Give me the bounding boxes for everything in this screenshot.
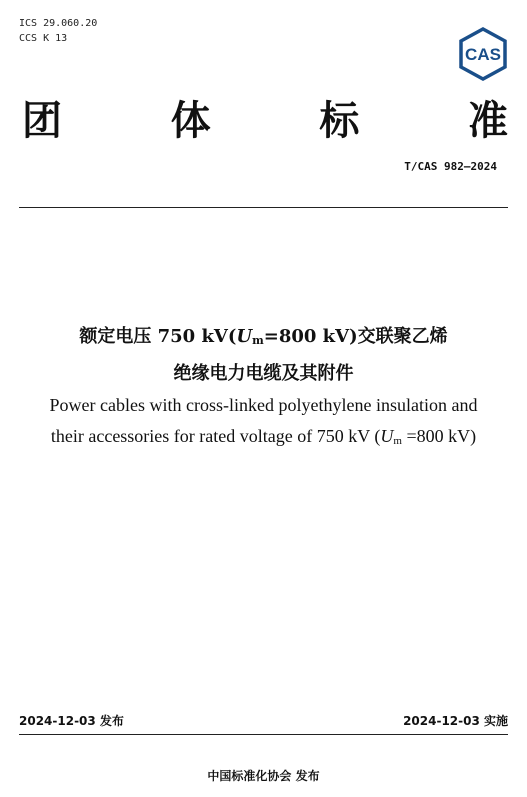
en-title-part: their accessories for rated voltage of 750 kV ( — [50, 426, 381, 446]
cn-title-part: =800 kV)交联聚乙烯 — [263, 326, 448, 347]
cas-logo-text: CAS — [465, 45, 501, 64]
standard-number: T/CAS 982—2024 — [404, 160, 497, 173]
english-title-line-1: Power cables with cross-linked polyethylene insulation and — [49, 395, 478, 415]
cn-title-part: 额定电压 750 kV( — [79, 326, 237, 347]
standard-type-title — [22, 97, 508, 145]
cas-logo-graphic — [456, 27, 510, 81]
publisher: 中国标准化协会 发布 — [207, 769, 320, 783]
implementation-date: 2024-12-03 实施 — [403, 714, 508, 728]
voltage-subscript: m — [393, 435, 402, 447]
footer-divider — [19, 734, 508, 735]
voltage-variable: U — [380, 426, 394, 446]
voltage-variable: U — [236, 326, 253, 347]
ccs-code: CCS K 13 — [19, 33, 68, 44]
title-char: 准 — [467, 98, 508, 144]
voltage-subscript: m — [252, 334, 264, 347]
title-char: 标 — [319, 98, 360, 144]
chinese-title-line-1 — [0, 322, 527, 348]
cas-logo — [456, 27, 510, 81]
chinese-title-line-2: 绝缘电力电缆及其附件 — [173, 363, 354, 384]
title-char: 团 — [22, 98, 62, 144]
english-title-line-2 — [0, 426, 527, 447]
header-divider — [19, 207, 508, 208]
ics-code: ICS 29.060.20 — [19, 18, 98, 29]
title-char: 体 — [170, 98, 211, 144]
en-title-part: =800 kV) — [401, 426, 477, 446]
issue-date: 2024-12-03 发布 — [19, 714, 124, 728]
